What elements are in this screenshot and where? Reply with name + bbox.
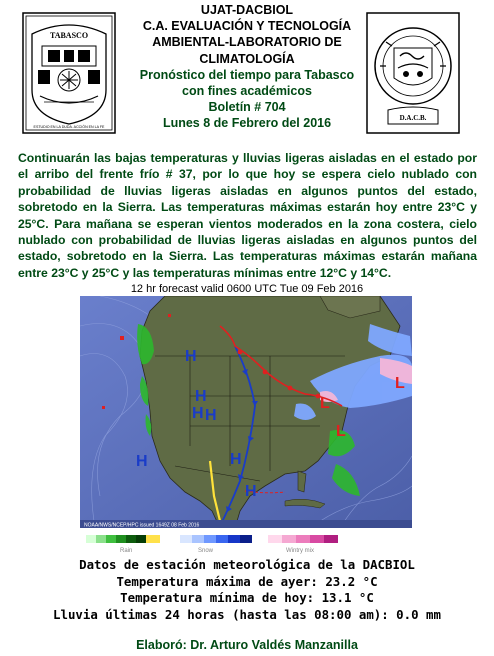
lab-line-1: C.A. EVALUACIÓN Y TECNOLOGÍA: [142, 19, 352, 34]
bulletin-header: [120, 2, 374, 132]
high-pressure-4: H: [205, 407, 217, 424]
lab-line-3: CLIMATOLOGÍA: [199, 51, 295, 66]
low-pressure-3: L: [395, 375, 405, 392]
ujat-seal-logo: [22, 12, 116, 134]
high-pressure-6: H: [136, 453, 148, 470]
legend-snow-label: Snow: [198, 548, 214, 554]
org-name: UJAT-DACBIOL: [200, 3, 294, 17]
bulletin-number: Boletín # 704: [208, 100, 286, 115]
legend-wintry-mix-label: Wintry mix: [286, 548, 314, 554]
author-credit: Elaboró: Dr. Arturo Valdés Manzanilla: [136, 638, 358, 652]
map-footer-credit: NOAA/NWS/NCEP/HPC issued 1649Z 08 Feb 2016: [84, 522, 200, 528]
forecast-title-line-1: Pronóstico del tiempo para Tabasco: [139, 67, 355, 82]
station-min-temp: Temperatura mínima de hoy: 13.1 °C: [120, 590, 374, 605]
legend-rain-label: Rain: [120, 548, 133, 554]
high-pressure-3: H: [192, 405, 204, 422]
map-caption: 12 hr forecast valid 0600 UTC Tue 09 Feb 2016: [130, 283, 364, 295]
station-data: [0, 557, 494, 623]
station-title: Datos de estación meteorológica de la DACBIOL: [79, 557, 415, 572]
high-pressure-2: H: [195, 388, 207, 405]
station-rainfall: Lluvia últimas 24 horas (hasta las 08:00 am): 0.0 mm: [53, 606, 441, 622]
seal-right-label: D.A.C.B.: [399, 114, 427, 122]
bulletin-date: Lunes 8 de Febrero del 2016: [162, 116, 332, 131]
high-pressure-7: H: [245, 483, 257, 500]
forecast-map: [80, 296, 412, 528]
seal-left-motto: ESTUDIO EN LA DUDA. ACCIÓN EN LA FE: [33, 125, 105, 129]
lab-line-2: AMBIENTAL-LABORATORIO DE: [152, 35, 342, 50]
high-pressure-5: H: [230, 451, 242, 468]
seal-left-title: TABASCO: [49, 31, 89, 40]
high-pressure-1: H: [185, 348, 197, 365]
dacbiol-seal-logo: [366, 12, 460, 134]
bulletin-body-text: Continuarán las bajas temperaturas y lluvias ligeras aisladas en el estado por el arribo del frente frío # 37, por lo que hoy se espera cielo nublado con probabilidad de lluvias ligeras aisladas en algunos puntos del estado, sobretodo en la Sierra. Las temperaturas máximas estarán hoy entre 23°C y 25°C. Para mañana se esperan vientos moderados en la zona costera, cielo nublado con probabilidad de lluvias ligeras aisladas en algunos puntos del estado, sobretodo en la Sierra. Las temperaturas máximas estarán mañana entre 23°C y 25°C y las temperaturas mínimas entre 12°C y 14°C.: [18, 151, 477, 280]
station-max-temp: Temperatura máxima de ayer: 23.2 °C: [116, 573, 378, 589]
low-pressure-1: L: [320, 395, 330, 412]
forecast-title-line-2: con fines académicos: [182, 84, 312, 99]
low-pressure-2: L: [336, 423, 346, 440]
map-legend: [80, 531, 412, 555]
